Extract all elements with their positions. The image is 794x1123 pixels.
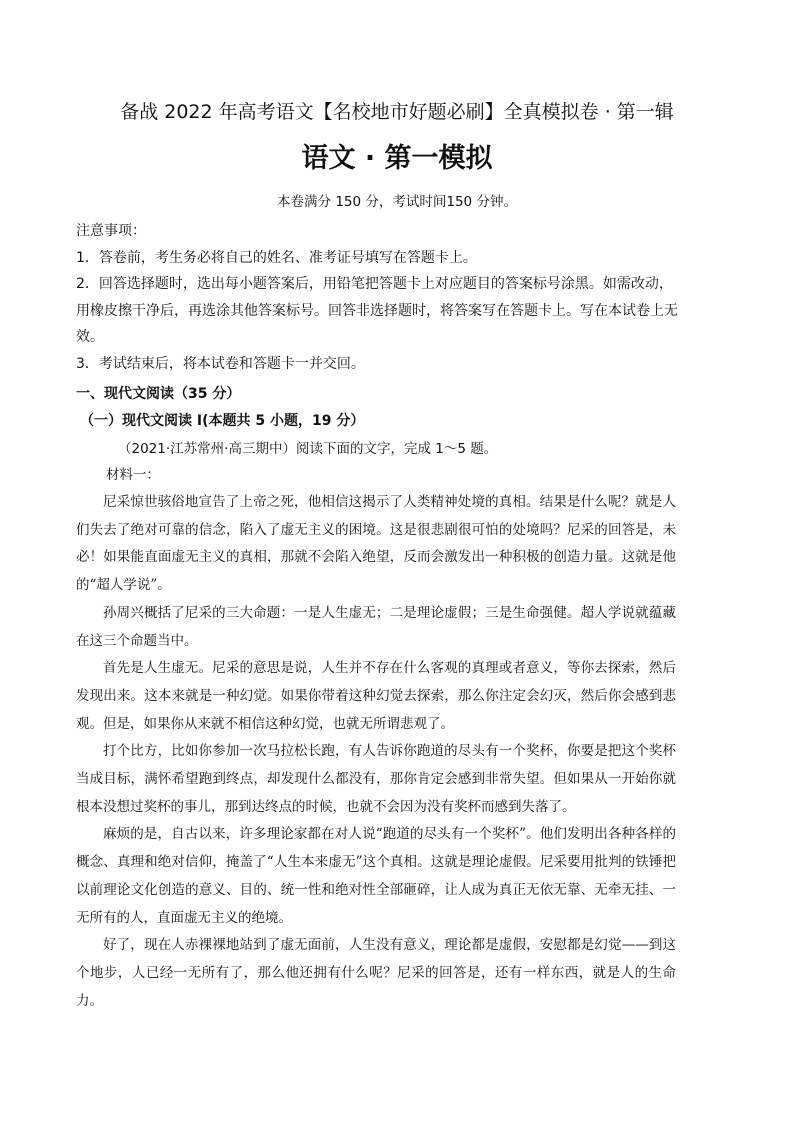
subsection-heading: （一）现代文阅读 I(本题共 5 小题，19 分） (80, 413, 365, 429)
section-heading: 一、现代文阅读（35 分） (76, 386, 241, 402)
passage-paragraph: 打个比方，比如你参加一次马拉松长跑，有人告诉你跑道的尽头有一个奖杯，你要是把这个奖杯当成目标，满怀希望跑到终点，却发现什么都没有，那你肯定会感到非常失望。但如果从一开始你就根本没想过奖杯的事儿，那到达终点的时候，也就不会因为没有奖杯而感到失落了。 (76, 743, 676, 815)
passage-paragraph: 尼采惊世骇俗地宣告了上帝之死，他相信这揭示了人类精神处境的真相。结果是什么呢？就是人们失去了绝对可靠的信念，陷入了虚无主义的困境。这是很悲剧很可怕的处境吗？尼采的回答是，未必！如果能直面虚无主义的真相，那就不会陷入绝望，反而会激发出一种积极的创造力量。这就是他的“超人学说”。 (76, 494, 676, 594)
question-source: （2021·江苏常州·高三期中）阅读下面的文字，完成 1～5 题。 (118, 441, 498, 457)
passage-paragraph: 麻烦的是，自古以来，许多理论家都在对人说“跑道的尽头有一个奖杯”。他们发明出各种各样的概念、真理和绝对信仰，掩盖了“人生本来虚无”这个真相。这就是理论虚假。尼采要用批判的铁锤把以前理论文化创造的意义、目的、统一性和绝对性全部砸碎，让人成为真正无依无靠、无牵无挂、一无所有的人，直面虚无主义的绝境。 (76, 826, 676, 926)
note-item: 3．考试结束后，将本试卷和答题卡一并交回。 (76, 355, 365, 372)
passage (76, 489, 676, 1015)
page-title: 语文 · 第一模拟 (301, 143, 493, 174)
passage-paragraph: 首先是人生虚无。尼采的意思是说，人生并不存在什么客观的真理或者意义，等你去探索，然后发现出来。这本来就是一种幻觉。如果你带着这种幻觉去探索，那么你注定会幻灭，然后你会感到悲观。但是，如果你从来就不相信这种幻觉，也就无所谓悲观了。 (76, 660, 676, 732)
series-title: 备战 2022 年高考语文【名校地市好题必刷】全真模拟卷 · 第一辑 (120, 101, 674, 123)
note-item: 1．答卷前，考生务必将自己的姓名、准考证号填写在答题卡上。 (76, 249, 477, 266)
notes-block (76, 218, 686, 377)
notes-title: 注意事项： (76, 223, 146, 239)
passage-paragraph: 孙周兴概括了尼采的三大命题：一是人生虚无；二是理论虚假；三是生命强健。超人学说就蕴藏在这三个命题当中。 (76, 604, 676, 649)
passage-paragraph: 好了，现在人赤裸裸地站到了虚无面前，人生没有意义，理论都是虚假，安慰都是幻觉——到这个地步，人已经一无所有了，那么他还拥有什么呢？尼采的回答是，还有一样东西，就是人的生命力。 (76, 937, 676, 1009)
material-label: 材料一： (106, 467, 160, 483)
exam-info: 本卷满分 150 分，考试时间150 分钟。 (277, 194, 517, 210)
note-item: 2．回答选择题时，选出每小题答案后，用铅笔把答题卡上对应题目的答案标号涂黑。如需改动，用橡皮擦干净后，再选涂其他答案标号。回答非选择题时，将答案写在答题卡上。写在本试卷上无效。 (76, 276, 678, 345)
